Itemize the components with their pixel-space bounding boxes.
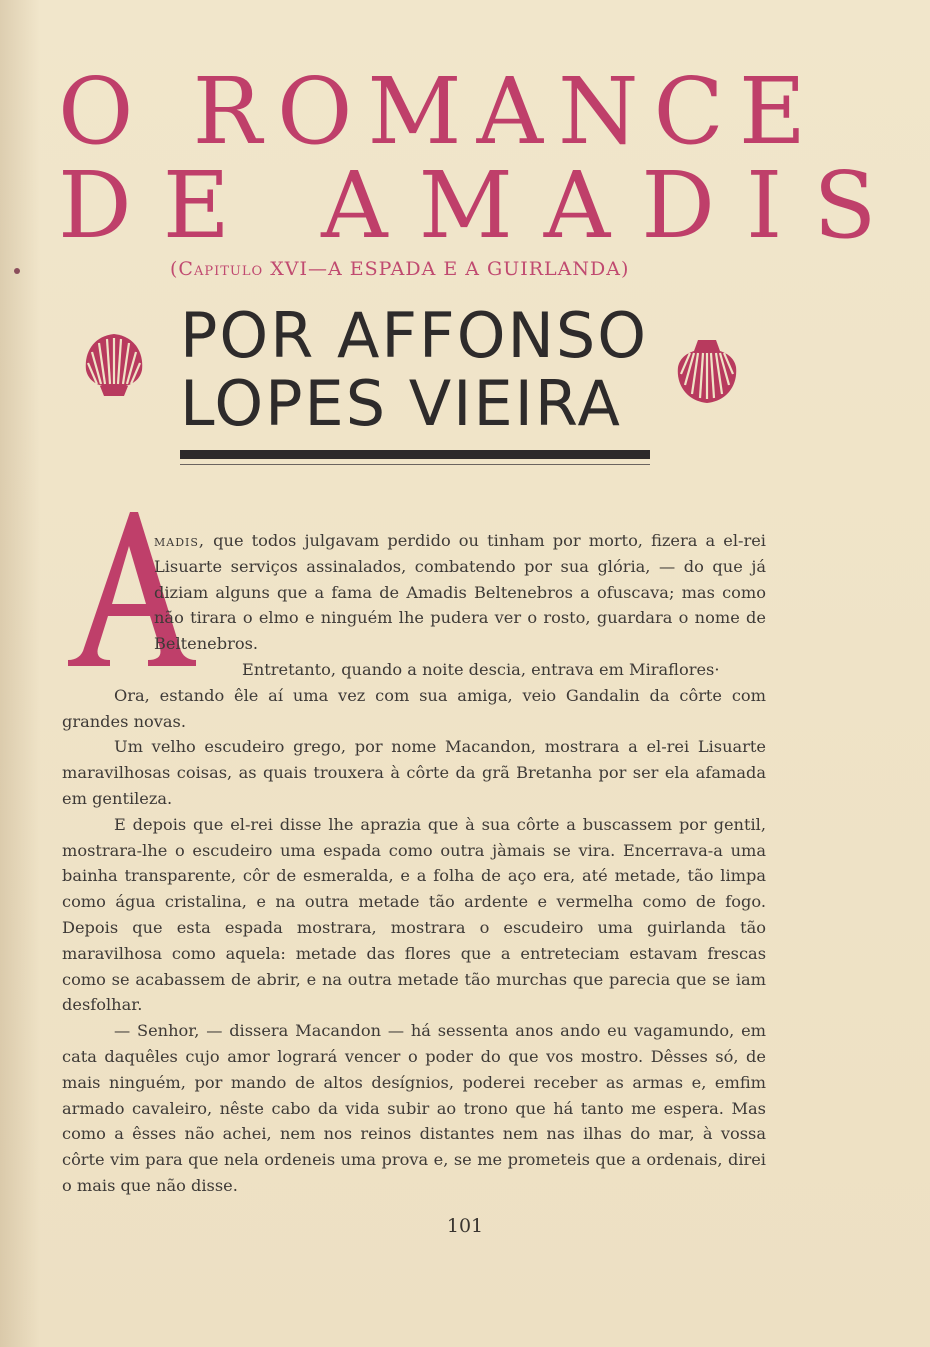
paper-speck [14, 268, 20, 274]
title-line-2: DE AMADIS [58, 152, 908, 259]
paragraph-2: Entretanto, quando a noite descia, entrava em Miraflores· [242, 659, 720, 679]
chapter-open: ( [170, 258, 179, 280]
chapter-title: XVI—A ESPADA E A GUIRLANDA) [263, 258, 630, 280]
paragraph-4: Um velho escudeiro grego, por nome Macandon, mostrara a el-rei Lisuarte maravilhosas coisas, as quais trouxera à côrte da grã Bretanha por ser ela afamada em gentileza. [62, 737, 766, 808]
title-line-1: O ROMANCE [58, 58, 822, 165]
page-number: 101 [446, 1215, 484, 1237]
author-line-2: LOPES VIEIRA [180, 367, 622, 440]
paragraph-5: E depois que el-rei disse lhe aprazia que à sua côrte a buscassem por gentil, mostrara-lhe o escudeiro uma espada como outra jàmais se vira. Encerrava-a uma bainha transparente, côr de esmeralda, e a folha de aço era, até metade, tão limpa como água cristalina, e na outra metade tão ardente e vermelha como de fogo. Depois que esta espada mostrara, mostrara o escudeiro uma guirlanda tão maravilhosa como aquela: metade das flores que a entreteciam estavam frescas como se acabassem de abrir, e na outra metade tão murchas que parecia que se iam desfolhar. [62, 814, 766, 1015]
body-text [62, 528, 766, 1199]
chapter-heading [170, 258, 629, 280]
thin-rule [180, 464, 650, 465]
paragraph-1 [62, 528, 766, 657]
author-line-1: POR AFFONSO [180, 299, 649, 372]
scallop-shell-right-icon [672, 335, 742, 407]
scallop-shell-left-icon [80, 330, 148, 400]
paragraph-3: Ora, estando êle aí uma vez com sua amiga, veio Gandalin da côrte com grandes novas. [62, 685, 766, 731]
paragraph-1-text: que todos julgavam perdido ou tinham por morto, fizera a el-rei Lisuarte serviços assinalados, combatendo por sua glória, — do que já diziam alguns que a fama de Amadis Beltenebros a ofuscava; mas como não tirara o elmo e ninguém lhe pudera ver o rosto, guardara o nome de Beltenebros. [154, 531, 766, 654]
chapter-label: Capitulo [178, 258, 264, 280]
heavy-rule [180, 450, 650, 459]
paragraph-1-smallcaps: madis, [154, 531, 206, 550]
paragraph-6: — Senhor, — dissera Macandon — há sessenta anos ando eu vagamundo, em cata daquêles cujo amor logrará vencer o poder do que vos mostro. Dêsses só, de mais ninguém, por mando de altos desígnios, poderei receber as armas e, emfim armado cavaleiro, nêste cabo da vida subir ao trono que há tanto me espera. Mas como a êsses não achei, nem nos reinos distantes nem nas ilhas do mar, à vossa côrte vim para que nela ordeneis uma prova e, se me prometeis que a ordenais, direi o mais que não disse. [62, 1021, 766, 1195]
